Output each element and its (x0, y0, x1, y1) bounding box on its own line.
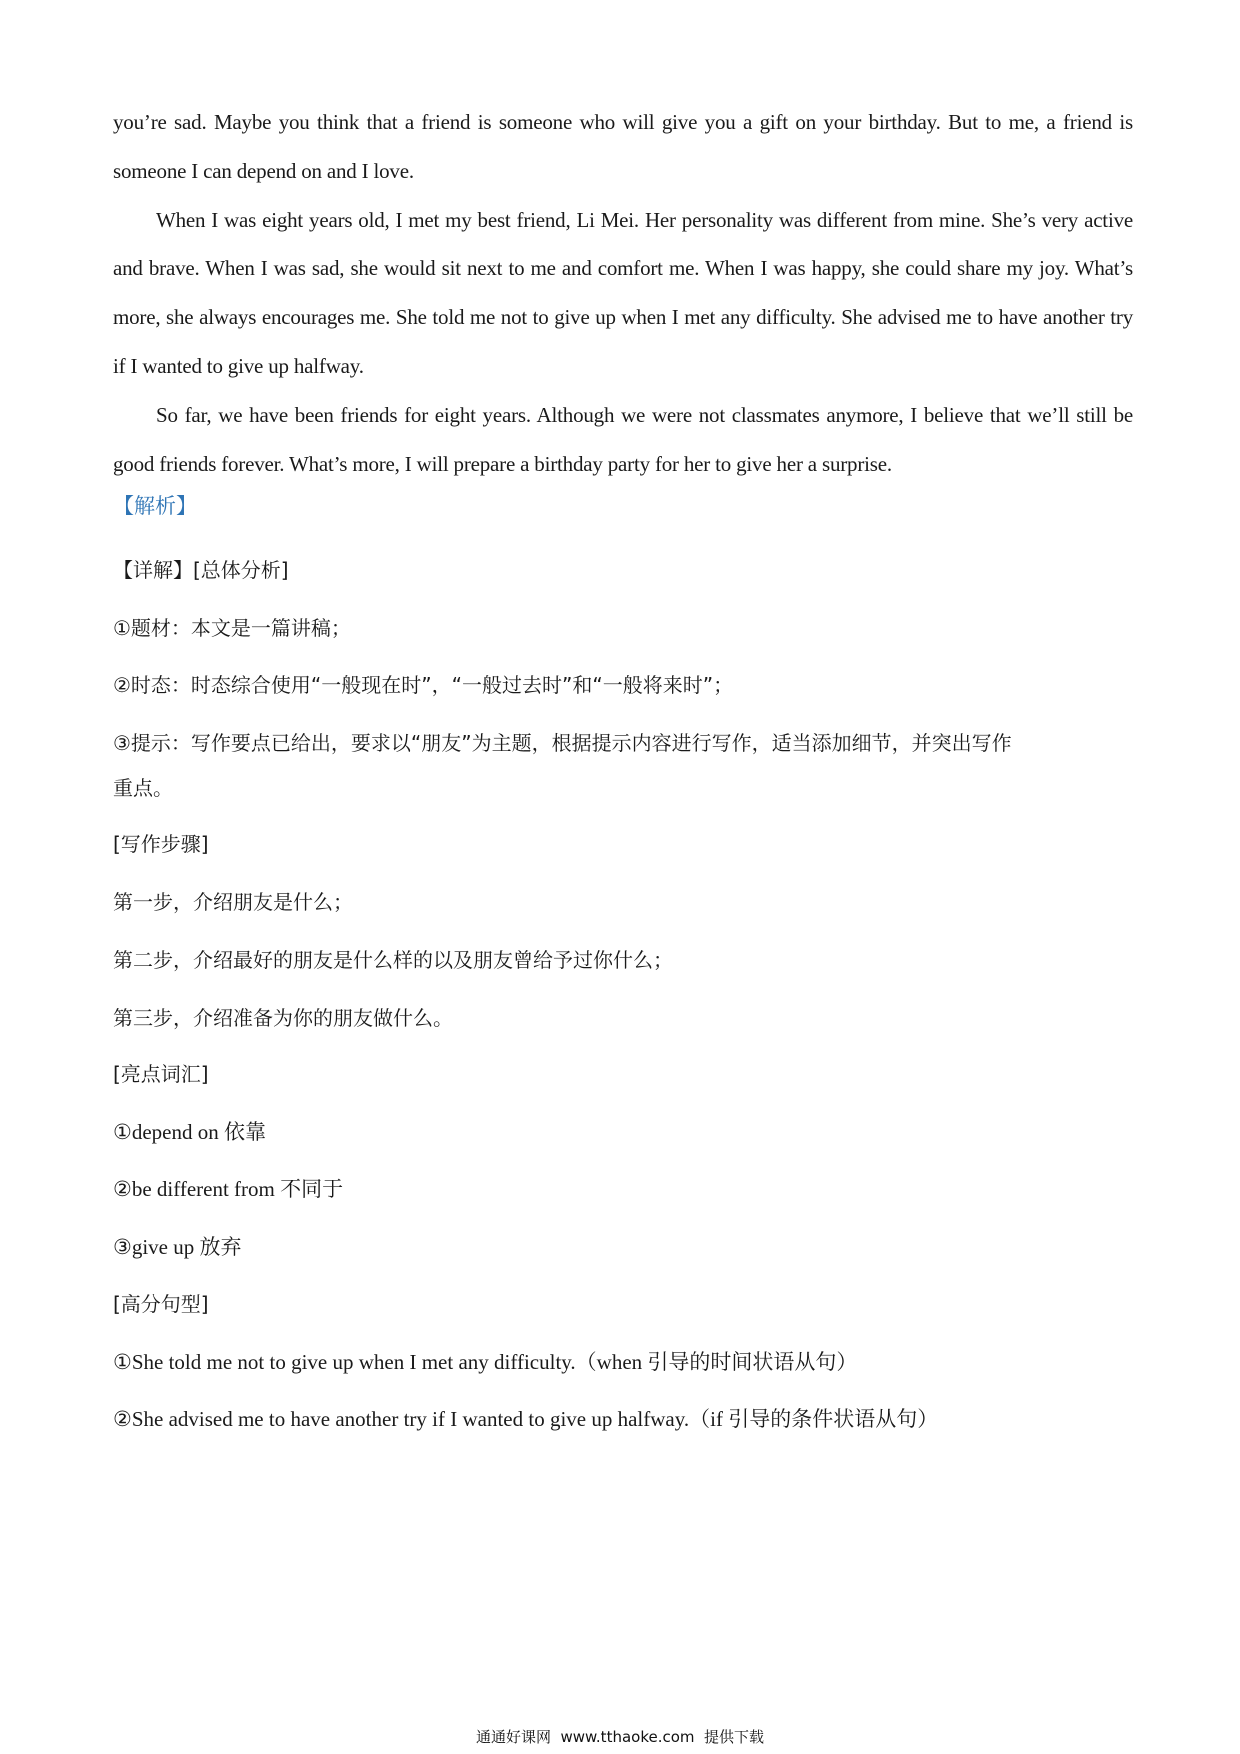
analysis-theme: ①题材：本文是一篇讲稿； (113, 616, 351, 640)
detail-heading: 【详解】[总体分析] (113, 558, 289, 582)
vocab-item-1: ①depend on 依靠 (113, 1120, 266, 1144)
essay-paragraph-3: So far, we have been friends for eight years. Although we were not classmates anymore, I believe that we’ll still be good friends forever. What’s more, I will prepare a birthday party for her to give her a surprise. (113, 402, 1133, 476)
page-footer: 通通好课网 www.tthaoke.com 提供下载 (475, 1728, 765, 1746)
analysis-tense: ②时态：时态综合使用“一般现在时”，“一般过去时”和“一般将来时”； (113, 673, 734, 697)
vocab-heading: [亮点词汇] (113, 1062, 209, 1086)
analysis-hint-cont: 重点。 (113, 776, 173, 800)
essay-paragraph-1: you’re sad. Maybe you think that a friend is someone who will give you a gift on your birthday. But to me, a friend is someone I can depend on and I love. (113, 110, 1133, 183)
writing-steps-heading: [写作步骤] (113, 832, 209, 856)
sentence-pattern-1: ①She told me not to give up when I met any difficulty.（when 引导的时间状语从句） (113, 1350, 858, 1374)
vocab-item-2: ②be different from 不同于 (113, 1177, 344, 1201)
sentence-pattern-2: ②She advised me to have another try if I wanted to give up halfway.（if 引导的条件状语从句） (113, 1407, 939, 1431)
writing-step-2: 第二步，介绍最好的朋友是什么样的以及朋友曾给予过你什么； (113, 948, 673, 972)
writing-step-1: 第一步，介绍朋友是什么； (113, 890, 353, 914)
writing-step-3: 第三步，介绍准备为你的朋友做什么。 (113, 1006, 453, 1030)
analysis-hint: ③提示：写作要点已给出，要求以“朋友”为主题，根据提示内容进行写作，适当添加细节，并突出写作 (113, 731, 1012, 755)
essay-body (113, 98, 1133, 488)
essay-paragraph-2: When I was eight years old, I met my best friend, Li Mei. Her personality was different from mine. She’s very active and brave. When I was sad, she would sit next to me and comfort me. When I was happy, she could share my joy. What’s more, she always encourages me. She told me not to give up when I met any difficulty. She advised me to have another try if I wanted to give up halfway. (113, 207, 1133, 378)
sentence-pattern-heading: [高分句型] (113, 1292, 209, 1316)
vocab-item-3: ③give up 放弃 (113, 1235, 242, 1259)
analysis-label: 【解析】 (113, 494, 197, 518)
